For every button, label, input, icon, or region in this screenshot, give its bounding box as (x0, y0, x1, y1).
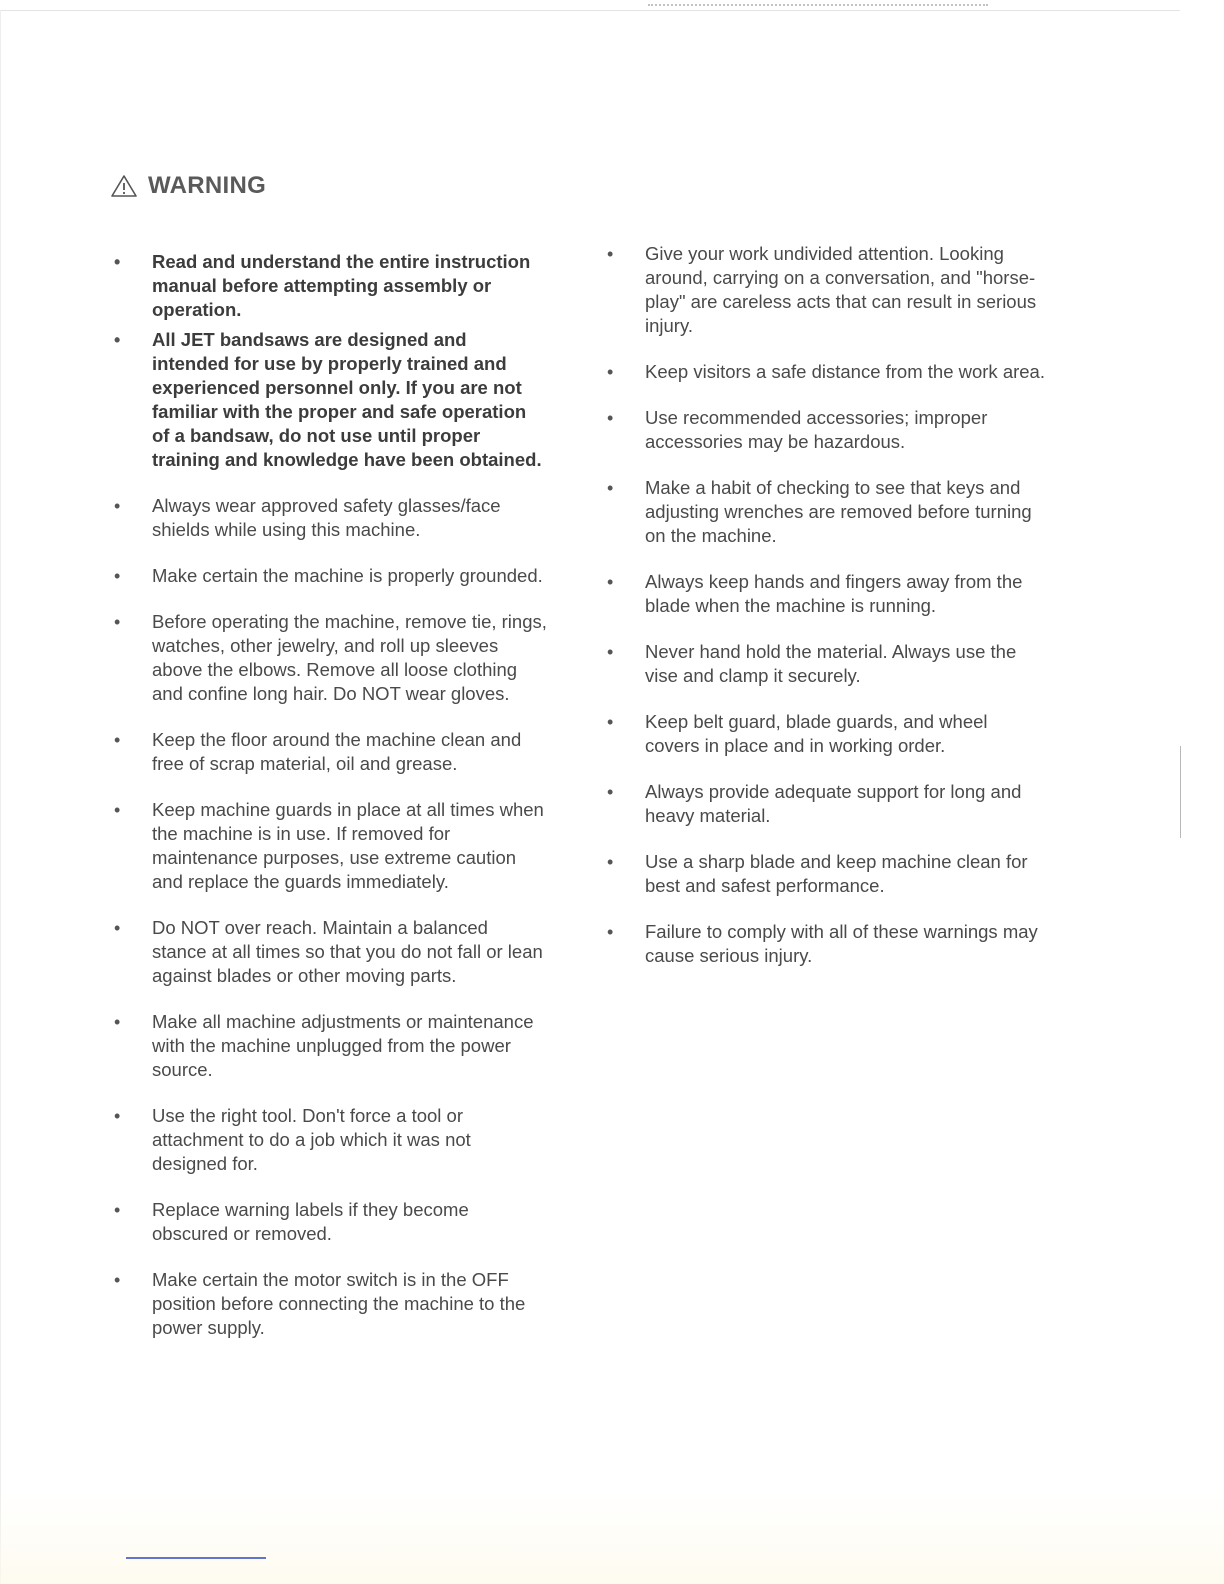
warning-item (607, 710, 1045, 758)
bullet-icon: • (607, 244, 614, 264)
scan-right-mark (1180, 746, 1181, 838)
warning-item (114, 250, 547, 322)
warning-item-text: Make certain the motor switch is in the OFF position before connecting the machine to the power supply. (152, 1269, 526, 1338)
warning-triangle-icon (110, 174, 138, 198)
warning-item-text: Use recommended accessories; improper accessories may be hazardous. (645, 407, 988, 452)
warning-item (114, 728, 547, 776)
warning-item-text: Use a sharp blade and keep machine clean for best and safest performance. (645, 851, 1028, 896)
warning-item (607, 406, 1045, 454)
bullet-icon: • (114, 496, 121, 516)
warning-item (607, 780, 1045, 828)
warning-item (114, 1104, 547, 1176)
warning-item-text: Do NOT over reach. Maintain a balanced stance at all times so that you do not fall or lean against blades or other moving parts. (152, 917, 543, 986)
warning-item-text: Keep machine guards in place at all times when the machine is in use. If removed for maintenance purposes, use extreme caution and replace the guards immediately. (152, 799, 544, 892)
warning-item (607, 850, 1045, 898)
bullet-icon: • (114, 800, 121, 820)
warning-item-text: Replace warning labels if they become obscured or removed. (152, 1199, 469, 1244)
warning-item (114, 916, 547, 988)
scan-bottom-rule (126, 1557, 266, 1559)
warning-item (607, 476, 1045, 548)
warning-item-text: Make a habit of checking to see that keys and adjusting wrenches are removed before turning on the machine. (645, 477, 1032, 546)
bullet-icon: • (607, 478, 614, 498)
bullet-icon: • (114, 1200, 121, 1220)
warning-item-text: Use the right tool. Don't force a tool or attachment to do a job which it was not designed for. (152, 1105, 471, 1174)
scan-left-edge (0, 10, 1, 1584)
scan-top-line (0, 10, 1180, 11)
warning-item-text: Give your work undivided attention. Looking around, carrying on a conversation, and "horse-play" are careless acts that can result in serious injury. (645, 243, 1037, 336)
bullet-icon: • (114, 1106, 121, 1126)
bullet-icon: • (114, 612, 121, 632)
scan-top-mark (648, 4, 988, 10)
warning-item (607, 242, 1045, 338)
warning-heading (110, 172, 266, 200)
warning-item (114, 564, 547, 588)
warning-item-text: Make certain the machine is properly grounded. (152, 565, 543, 586)
bullet-icon: • (607, 572, 614, 592)
warning-item (607, 920, 1045, 968)
bullet-icon: • (607, 712, 614, 732)
warning-item-text: Always wear approved safety glasses/face shields while using this machine. (152, 495, 501, 540)
warning-item (114, 328, 547, 472)
warning-title: WARNING (148, 172, 267, 199)
bullet-icon: • (114, 730, 121, 750)
warning-item (114, 494, 547, 542)
bullet-icon: • (607, 642, 614, 662)
bullet-icon: • (114, 566, 121, 586)
bullet-icon: • (607, 782, 614, 802)
warning-item-text: Read and understand the entire instruction manual before attempting assembly or operation. (152, 251, 531, 320)
warning-item (114, 798, 547, 894)
warning-item (114, 1268, 547, 1340)
warning-item (607, 640, 1045, 688)
warnings-right-column (607, 242, 1045, 990)
warning-item-text: Always provide adequate support for long and heavy material. (645, 781, 1022, 826)
bullet-icon: • (607, 362, 614, 382)
bullet-icon: • (114, 918, 121, 938)
scan-bottom-tint (0, 1490, 1224, 1584)
warning-item (114, 1010, 547, 1082)
bullet-icon: • (114, 1012, 121, 1032)
warning-item-text: Keep belt guard, blade guards, and wheel covers in place and in working order. (645, 711, 988, 756)
warnings-left-column (114, 250, 547, 1362)
warning-item-text: Make all machine adjustments or maintenance with the machine unplugged from the power source. (152, 1011, 534, 1080)
warning-item (114, 610, 547, 706)
warning-item-text: Failure to comply with all of these warnings may cause serious injury. (645, 921, 1038, 966)
bullet-icon: • (114, 252, 121, 272)
warning-item (114, 1198, 547, 1246)
bullet-icon: • (114, 1270, 121, 1290)
bullet-icon: • (607, 408, 614, 428)
bullet-icon: • (607, 852, 614, 872)
warning-item (607, 570, 1045, 618)
warning-item-text: Always keep hands and fingers away from the blade when the machine is running. (645, 571, 1023, 616)
warning-item-text: All JET bandsaws are designed and intended for use by properly trained and experienced personnel only. If you are not familiar with the proper and safe operation of a bandsaw, do not use until proper training and knowledge have been obtained. (152, 329, 542, 470)
warning-item-text: Before operating the machine, remove tie, rings, watches, other jewelry, and roll up sleeves above the elbows. Remove all loose clothing and confine long hair. Do NOT wear gloves. (152, 611, 547, 704)
warning-item-text: Never hand hold the material. Always use the vise and clamp it securely. (645, 641, 1017, 686)
bullet-icon: • (607, 922, 614, 942)
warning-item (607, 360, 1045, 384)
bullet-icon: • (114, 330, 121, 350)
warning-item-text: Keep visitors a safe distance from the work area. (645, 361, 1045, 382)
warning-item-text: Keep the floor around the machine clean and free of scrap material, oil and grease. (152, 729, 522, 774)
